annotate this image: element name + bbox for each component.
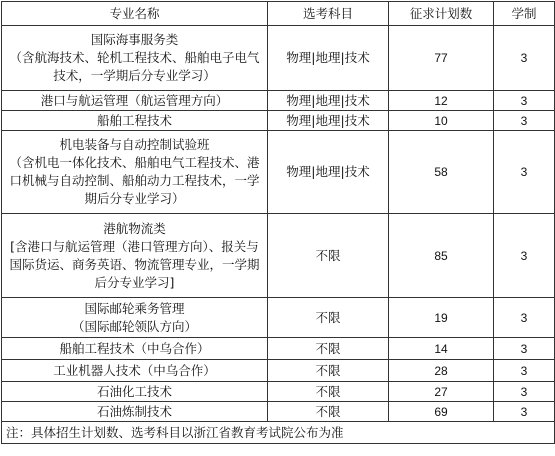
table-row bbox=[2, 26, 555, 91]
elective-subjects-cell: 物理|地理|技术 bbox=[268, 131, 389, 214]
plan-quota-cell: 69 bbox=[389, 402, 494, 422]
header-row bbox=[2, 2, 555, 26]
study-years-cell: 3 bbox=[494, 338, 555, 360]
major-name-cell: 船舶工程技术（中乌合作） bbox=[2, 338, 268, 360]
plan-quota-cell: 14 bbox=[389, 338, 494, 360]
plan-quota-cell: 28 bbox=[389, 360, 494, 382]
elective-subjects-cell: 不限 bbox=[268, 214, 389, 298]
major-name-cell: 港航物流类 [含港口与航运管理（港口管理方向）、报关与国际货运、商务英语、物流管理专业，一学期后分专业学习] bbox=[2, 214, 268, 298]
footnote: 注：具体招生计划数、选考科目以浙江省教育考试院公布为准 bbox=[2, 422, 555, 444]
elective-subjects-cell: 不限 bbox=[268, 360, 389, 382]
elective-subjects-cell: 不限 bbox=[268, 382, 389, 402]
table-row bbox=[2, 338, 555, 360]
major-name-cell: 港口与航运管理（航运管理方向） bbox=[2, 91, 268, 111]
study-years-cell: 3 bbox=[494, 131, 555, 214]
study-years-cell: 3 bbox=[494, 91, 555, 111]
plan-quota-cell: 27 bbox=[389, 382, 494, 402]
study-years-cell: 3 bbox=[494, 402, 555, 422]
study-years-cell: 3 bbox=[494, 360, 555, 382]
elective-subjects-cell: 物理|地理|技术 bbox=[268, 26, 389, 91]
major-name-cell: 石油炼制技术 bbox=[2, 402, 268, 422]
elective-subjects-cell: 不限 bbox=[268, 402, 389, 422]
header-major-name: 专业名称 bbox=[2, 2, 268, 26]
note-row bbox=[2, 422, 555, 444]
plan-quota-cell: 85 bbox=[389, 214, 494, 298]
table-row bbox=[2, 131, 555, 214]
major-name-cell: 工业机器人技术（中乌合作） bbox=[2, 360, 268, 382]
plan-quota-cell: 12 bbox=[389, 91, 494, 111]
enrollment-plan-table bbox=[1, 1, 555, 444]
study-years-cell: 3 bbox=[494, 26, 555, 91]
plan-quota-cell: 58 bbox=[389, 131, 494, 214]
elective-subjects-cell: 不限 bbox=[268, 298, 389, 338]
plan-quota-cell: 19 bbox=[389, 298, 494, 338]
table-row bbox=[2, 91, 555, 111]
table-row bbox=[2, 360, 555, 382]
plan-quota-cell: 77 bbox=[389, 26, 494, 91]
header-elective-subjects: 选考科目 bbox=[268, 2, 389, 26]
study-years-cell: 3 bbox=[494, 382, 555, 402]
header-plan-quota: 征求计划数 bbox=[389, 2, 494, 26]
table-row bbox=[2, 402, 555, 422]
study-years-cell: 3 bbox=[494, 111, 555, 131]
study-years-cell: 3 bbox=[494, 214, 555, 298]
major-name-cell: 国际邮轮乘务管理 （国际邮轮领队方向） bbox=[2, 298, 268, 338]
elective-subjects-cell: 物理|地理|技术 bbox=[268, 91, 389, 111]
header-study-years: 学制 bbox=[494, 2, 555, 26]
elective-subjects-cell: 物理|地理|技术 bbox=[268, 111, 389, 131]
table-row bbox=[2, 298, 555, 338]
major-name-cell: 国际海事服务类 （含航海技术、轮机工程技术、船舶电子电气技术，一学期后分专业学习） bbox=[2, 26, 268, 91]
plan-quota-cell: 10 bbox=[389, 111, 494, 131]
table-row bbox=[2, 111, 555, 131]
study-years-cell: 3 bbox=[494, 298, 555, 338]
major-name-cell: 机电装备与自动控制试验班 （含机电一体化技术、船舶电气工程技术、港口机械与自动控制、船舶动力工程技术，一学期后分专业学习） bbox=[2, 131, 268, 214]
table-row bbox=[2, 214, 555, 298]
major-name-cell: 船舶工程技术 bbox=[2, 111, 268, 131]
major-name-cell: 石油化工技术 bbox=[2, 382, 268, 402]
elective-subjects-cell: 不限 bbox=[268, 338, 389, 360]
table-row bbox=[2, 382, 555, 402]
